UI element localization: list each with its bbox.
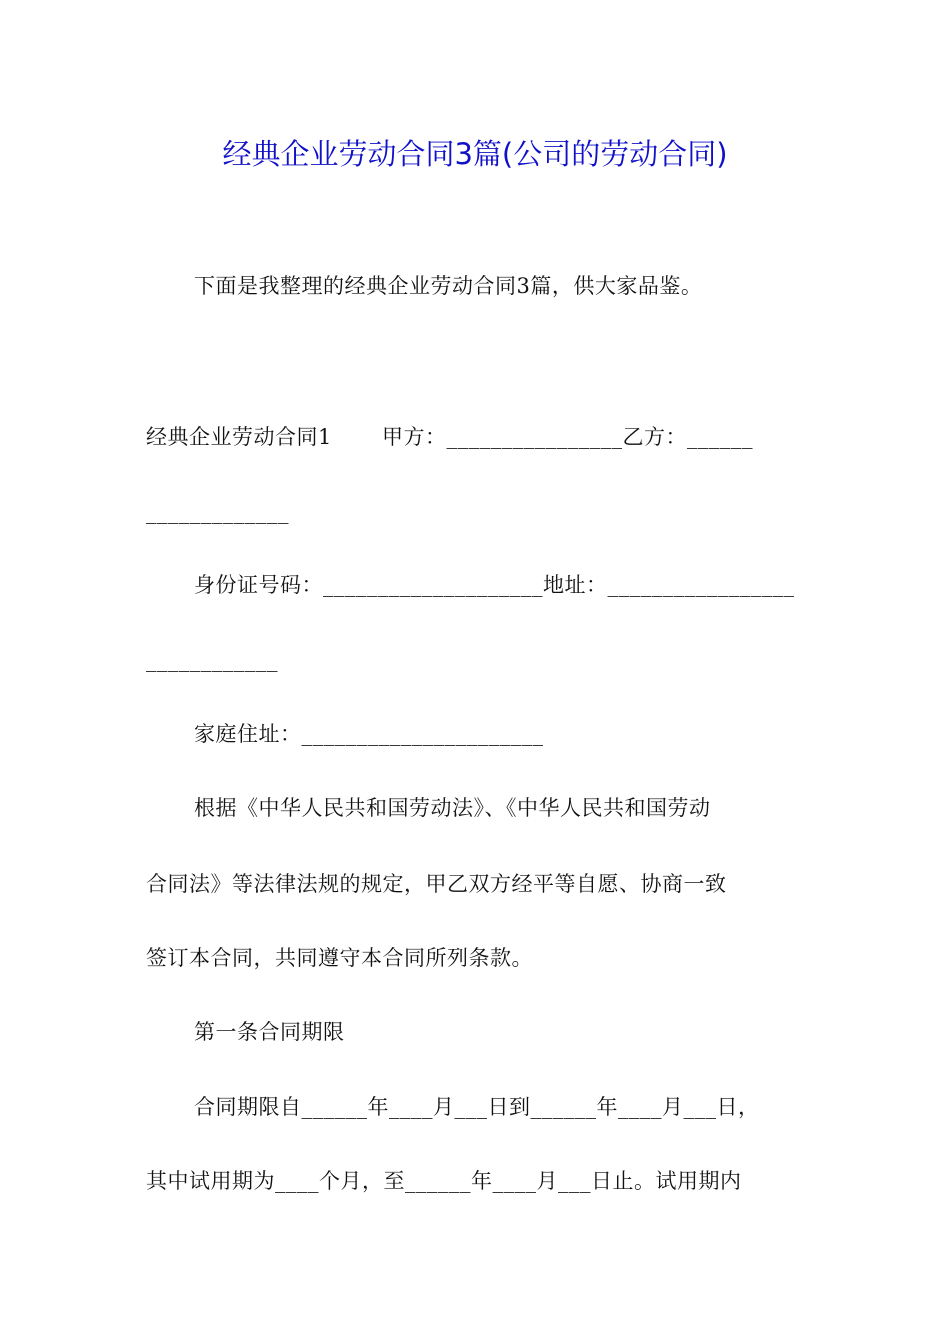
body-paragraph-line: 根据《中华人民共和国劳动法》、《中华人民共和国劳动 [194, 796, 711, 820]
contract-term-line: 其中试用期为____个月，至______年____月___日止。试用期内 [146, 1169, 742, 1193]
contract-term-line: 合同期限自______年____月___日到______年____月___日， [194, 1095, 760, 1119]
id-address-line: 身份证号码：____________________地址：_________________ [194, 573, 795, 597]
contract-parties-line-continued: _____________ [146, 500, 289, 524]
body-paragraph-line: 签订本合同，共同遵守本合同所列条款。 [146, 946, 533, 970]
section-heading: 第一条合同期限 [194, 1020, 345, 1044]
body-paragraph-line: 合同法》等法律法规的规定，甲乙双方经平等自愿、协商一致 [146, 872, 727, 896]
home-address-line: 家庭住址：______________________ [194, 722, 544, 746]
contract-parties-line: 经典企业劳动合同1 甲方：________________乙方：______ [146, 425, 754, 449]
document-title: 经典企业劳动合同3篇(公司的劳动合同) [222, 137, 728, 171]
id-address-line-continued: ____________ [146, 648, 278, 672]
intro-paragraph: 下面是我整理的经典企业劳动合同3篇，供大家品鉴。 [194, 274, 703, 298]
